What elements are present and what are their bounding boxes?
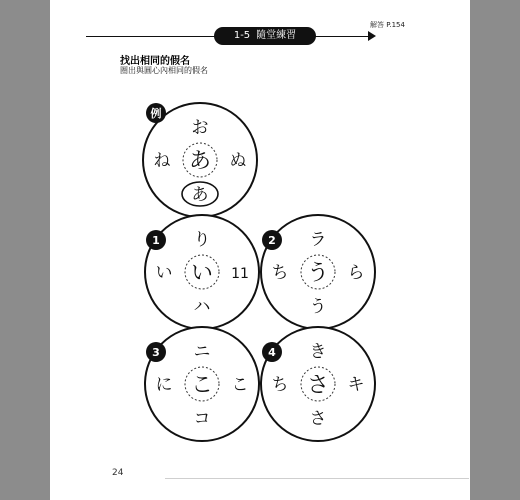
q3-left-kana: に (155, 375, 173, 395)
example-left-kana: ね (153, 151, 171, 171)
q4-bottom-kana: さ (309, 409, 327, 429)
exercise-instruction: 圈出與圓心內相同的假名 (120, 66, 208, 75)
q1-left-kana: い (155, 263, 173, 283)
section-number: 1-5 (233, 30, 251, 41)
q4-badge-label: 4 (268, 346, 276, 359)
example-bottom-kana: あ (191, 185, 209, 205)
example-badge-label: 例 (150, 107, 162, 120)
q3-center-kana: こ (190, 373, 214, 398)
q2-top-kana: ラ (309, 230, 327, 250)
example-center-kana: あ (188, 149, 212, 174)
answer-reference: 解答 P.154 (370, 21, 405, 29)
q2-badge-label: 2 (268, 234, 276, 247)
section-title: 隨堂練習 (256, 30, 297, 41)
q3-badge-label: 3 (152, 346, 160, 359)
q2-center-kana: う (306, 261, 330, 286)
q2-right-kana: ら (347, 263, 365, 283)
example-right-kana: ぬ (229, 151, 247, 171)
q4-left-kana: ち (271, 375, 289, 395)
q4-top-kana: き (309, 342, 327, 362)
q2-left-kana: ち (271, 263, 289, 283)
example-top-kana: お (191, 118, 209, 138)
q3-bottom-kana: コ (193, 409, 211, 429)
q3-top-kana: ニ (193, 342, 211, 362)
exercise-title: 找出相同的假名 (120, 56, 190, 67)
q4-right-kana: キ (347, 375, 365, 395)
q1-badge-label: 1 (152, 234, 160, 247)
q1-top-kana: り (193, 230, 211, 250)
page-number: 24 (112, 468, 124, 478)
q2-bottom-kana: う (309, 297, 327, 317)
q3-right-kana: こ (231, 375, 249, 395)
q1-bottom-kana: ハ (193, 297, 211, 317)
q4-center-kana: さ (306, 373, 330, 398)
q1-center-kana: い (190, 261, 214, 286)
q1-right-kana: 11 (231, 266, 249, 282)
